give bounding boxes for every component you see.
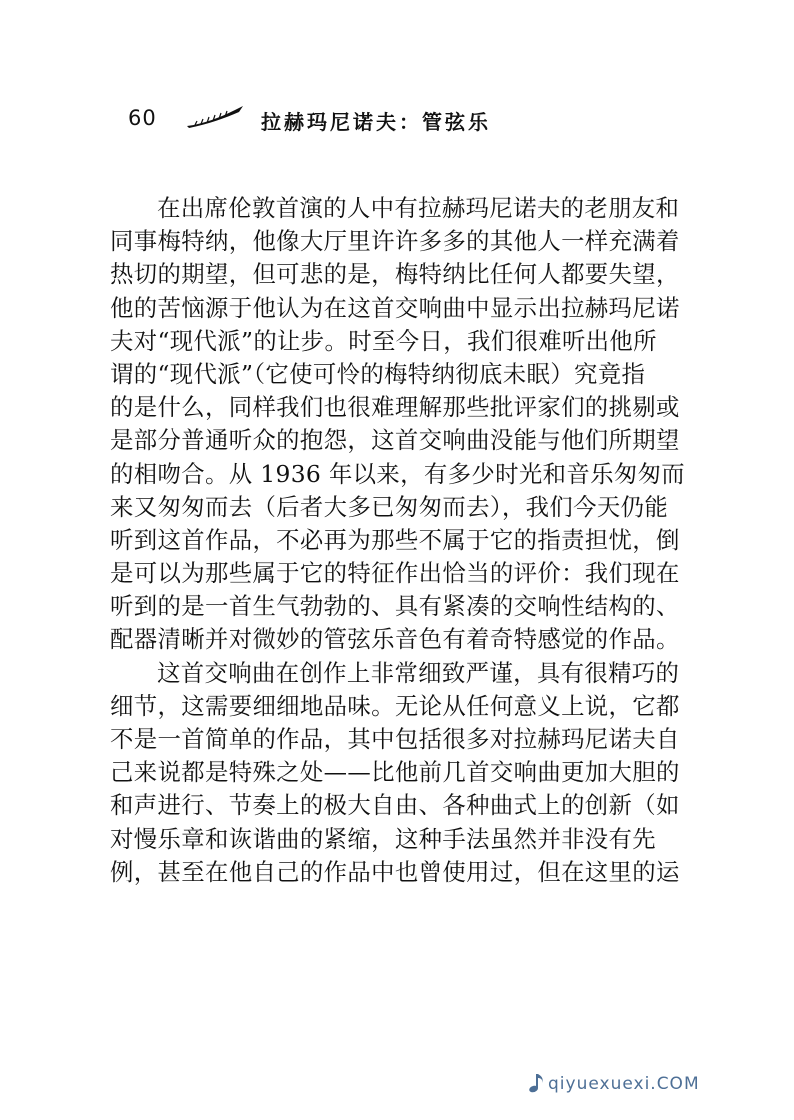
text-line: 热切的期望，但可悲的是，梅特纳比任何人都要失望， <box>110 260 680 289</box>
text-line: 细节，这需要细细地品味。无论从任何意义上说，它都 <box>110 691 680 720</box>
text-line: 是部分普通听众的抱怨，这首交响曲没能与他们所期望 <box>110 426 680 455</box>
text-line: 的是什么，同样我们也很难理解那些批评家们的挑剔或 <box>110 393 680 422</box>
site-watermark <box>526 1072 700 1096</box>
text-line: 和声进行、节奏上的极大自由、各种曲式上的创新（如 <box>110 791 680 820</box>
text-line: 例，甚至在他自己的作品中也曾使用过，但在这里的运 <box>110 857 680 886</box>
body-text <box>110 192 686 889</box>
text-line: 这首交响曲在创作上非常细致严谨，具有很精巧的 <box>157 658 680 687</box>
text-line: 的相吻合。从 1936 年以来，有多少时光和音乐匆匆而 <box>110 459 686 488</box>
text-line: 是可以为那些属于它的特征作出恰当的评价：我们现在 <box>110 559 680 588</box>
text-line: 不是一首简单的作品，其中包括很多对拉赫玛尼诺夫自 <box>110 725 680 753</box>
music-note-logo-icon <box>526 1072 546 1096</box>
text-line: 配器清晰并对微妙的管弦乐音色有着奇特感觉的作品。 <box>110 625 680 654</box>
text-line: 听到这首作品，不必再为那些不属于它的指责担忧，倒 <box>110 525 680 554</box>
text-line: 在出席伦敦首演的人中有拉赫玛尼诺夫的老朋友和 <box>157 194 680 222</box>
text-line: 夫对“现代派”的让步。时至今日，我们很难听出他所 <box>110 326 657 355</box>
text-line: 己来说都是特殊之处——比他前几首交响曲更加大胆的 <box>110 758 680 787</box>
page-number: 60 <box>128 106 157 130</box>
text-line: 来又匆匆而去（后者大多已匆匆而去），我们今天仍能 <box>110 492 669 521</box>
text-line: 谓的“现代派”（它使可怜的梅特纳彻底未眠）究竟指 <box>110 359 646 388</box>
quill-ornament-icon <box>185 104 245 132</box>
page-header <box>128 104 648 140</box>
text-line: 听到的是一首生气勃勃的、具有紧凑的交响性结构的、 <box>110 592 680 621</box>
text-line: 对慢乐章和诙谐曲的紧缩，这种手法虽然并非没有先 <box>110 824 657 853</box>
running-header-title: 拉赫玛尼诺夫：管弦乐 <box>261 110 491 134</box>
text-line: 同事梅特纳，他像大厅里许许多多的其他人一样充满着 <box>110 227 680 256</box>
text-line: 他的苦恼源于他认为在这首交响曲中显示出拉赫玛尼诺 <box>110 293 680 322</box>
watermark-text: qiyuexuexi.COM <box>548 1074 700 1094</box>
